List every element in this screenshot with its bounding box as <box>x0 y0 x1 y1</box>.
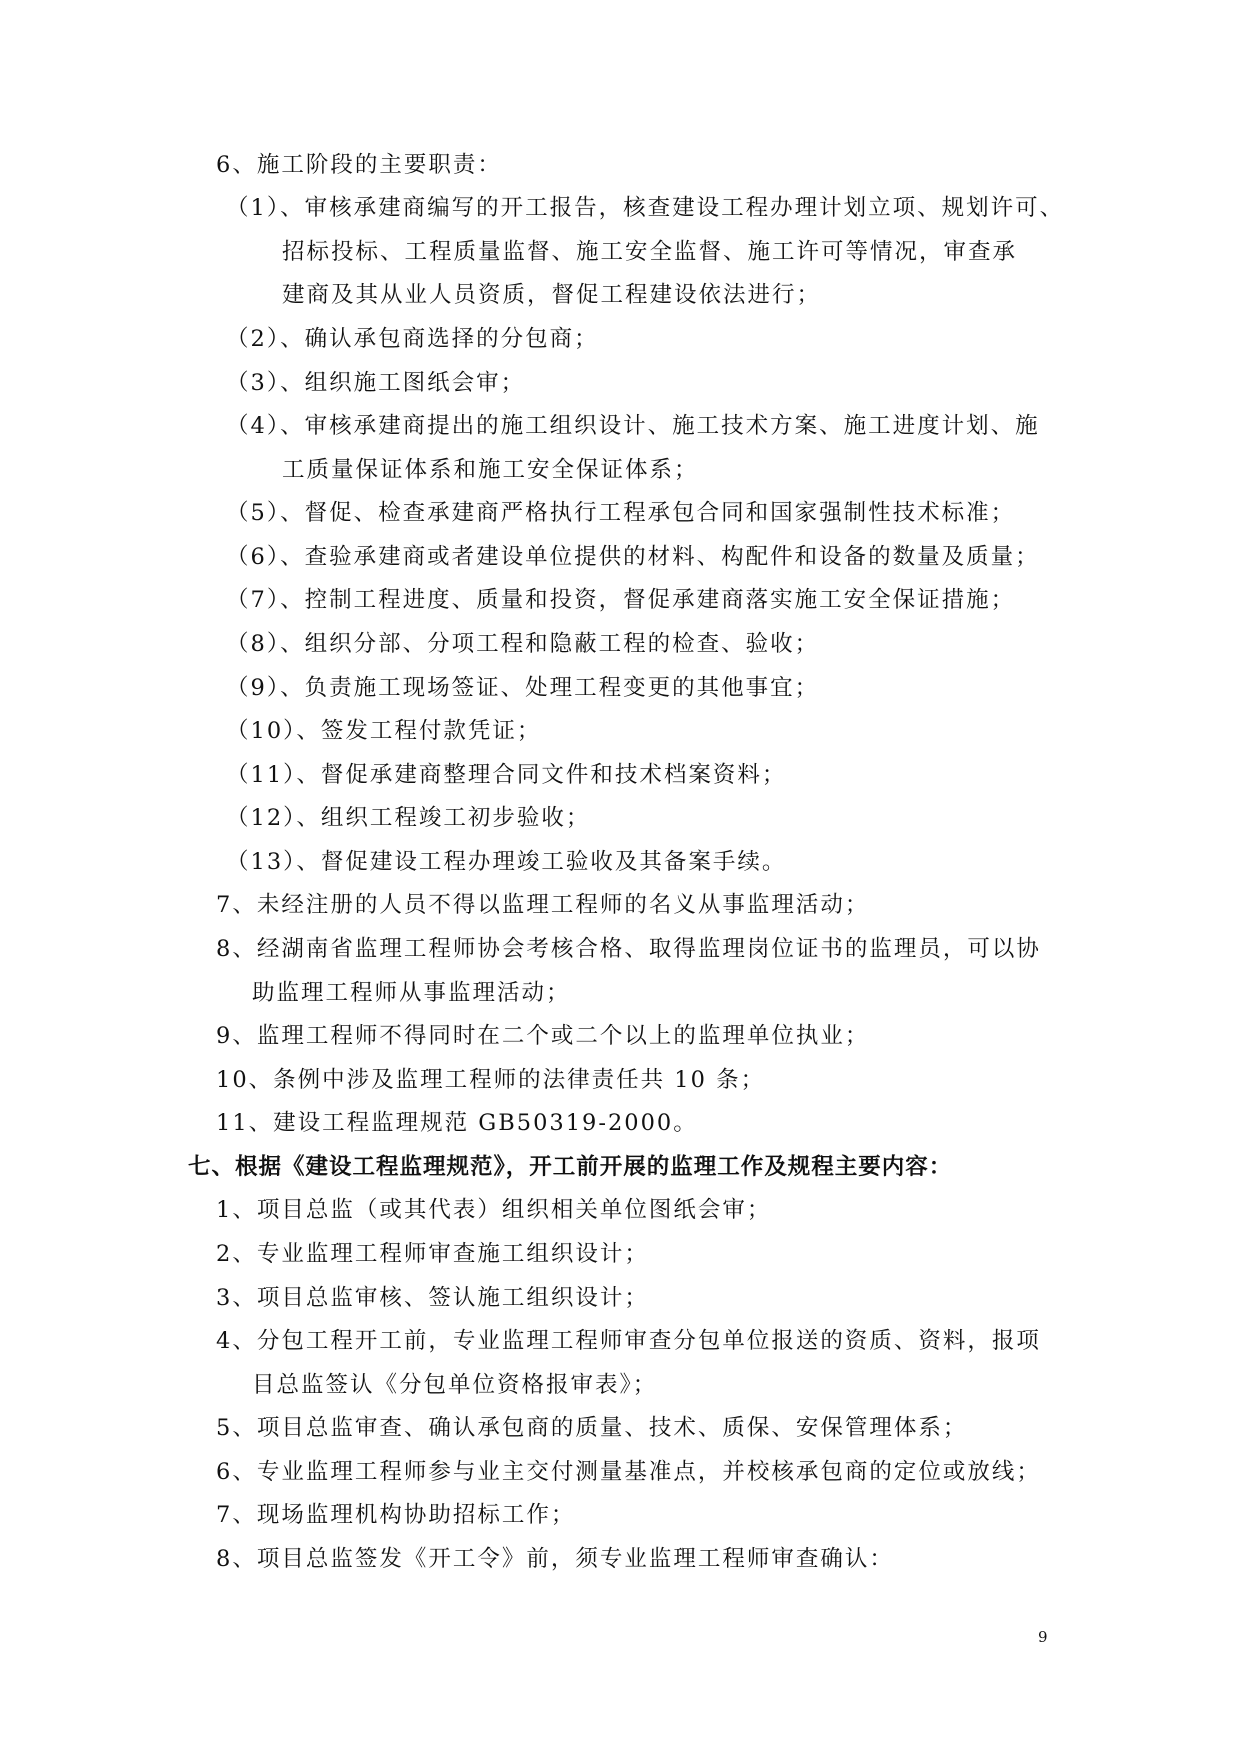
text-line: （3）、组织施工图纸会审； <box>226 370 526 396</box>
text-line: 4、分包工程开工前，专业监理工程师审查分包单位报送的资质、资料，报项 <box>216 1328 1041 1354</box>
text-line: 工质量保证体系和施工安全保证体系； <box>282 457 699 483</box>
text-line: （8）、组织分部、分项工程和隐蔽工程的检查、验收； <box>226 631 820 657</box>
text-line: 目总监签认《分包单位资格报审表》； <box>252 1372 658 1398</box>
text-line: 6、专业监理工程师参与业主交付测量基准点，并校核承包商的定位或放线； <box>216 1459 1041 1485</box>
text-line: （4）、审核承建商提出的施工组织设计、施工技术方案、施工进度计划、施 <box>226 413 1040 439</box>
text-line: 招标投标、工程质量监督、施工安全监督、施工许可等情况，审查承 <box>282 239 1018 265</box>
text-line: （13）、督促建设工程办理竣工验收及其备案手续。 <box>226 849 787 875</box>
text-line: 10、条例中涉及监理工程师的法律责任共 10 条； <box>216 1067 766 1093</box>
text-line: 2、专业监理工程师审查施工组织设计； <box>216 1241 649 1267</box>
text-line: 8、经湖南省监理工程师协会考核合格、取得监理岗位证书的监理员，可以协 <box>216 936 1041 962</box>
section-heading: 七、根据《建设工程监理规范》，开工前开展的监理工作及规程主要内容： <box>188 1154 953 1180</box>
text-line: （10）、签发工程付款凭证； <box>226 718 542 744</box>
text-line: 建商及其从业人员资质，督促工程建设依法进行； <box>282 282 822 308</box>
text-line: （2）、确认承包商选择的分包商； <box>226 326 599 352</box>
text-line: 助监理工程师从事监理活动； <box>252 980 571 1006</box>
text-line: 8、项目总监签发《开工令》前，须专业监理工程师审查确认： <box>216 1546 894 1572</box>
text-line: （12）、组织工程竣工初步验收； <box>226 805 591 831</box>
text-line: （7）、控制工程进度、质量和投资，督促承建商落实施工安全保证措施； <box>226 587 1016 613</box>
text-line: （9）、负责施工现场签证、处理工程变更的其他事宜； <box>226 675 820 701</box>
text-line: 9、监理工程师不得同时在二个或二个以上的监理单位执业； <box>216 1023 870 1049</box>
page-number: 9 <box>1038 1628 1048 1646</box>
text-line: （11）、督促承建商整理合同文件和技术档案资料； <box>226 762 787 788</box>
text-line: 11、建设工程监理规范 GB50319-2000。 <box>216 1110 698 1136</box>
text-line: （6）、查验承建商或者建设单位提供的材料、构配件和设备的数量及质量； <box>226 544 1040 570</box>
text-line: 7、未经注册的人员不得以监理工程师的名义从事监理活动； <box>216 892 870 918</box>
text-line: 1、项目总监（或其代表）组织相关单位图纸会审； <box>216 1197 772 1223</box>
text-line: （1）、审核承建商编写的开工报告，核查建设工程办理计划立项、规划许可、 <box>226 195 1065 221</box>
text-line: 7、现场监理机构协助招标工作； <box>216 1502 576 1528</box>
text-line: 6、施工阶段的主要职责： <box>216 152 502 178</box>
text-line: 3、项目总监审核、签认施工组织设计； <box>216 1285 649 1311</box>
text-line: 5、项目总监审查、确认承包商的质量、技术、质保、安保管理体系； <box>216 1415 968 1441</box>
text-line: （5）、督促、检查承建商严格执行工程承包合同和国家强制性技术标准； <box>226 500 1016 526</box>
